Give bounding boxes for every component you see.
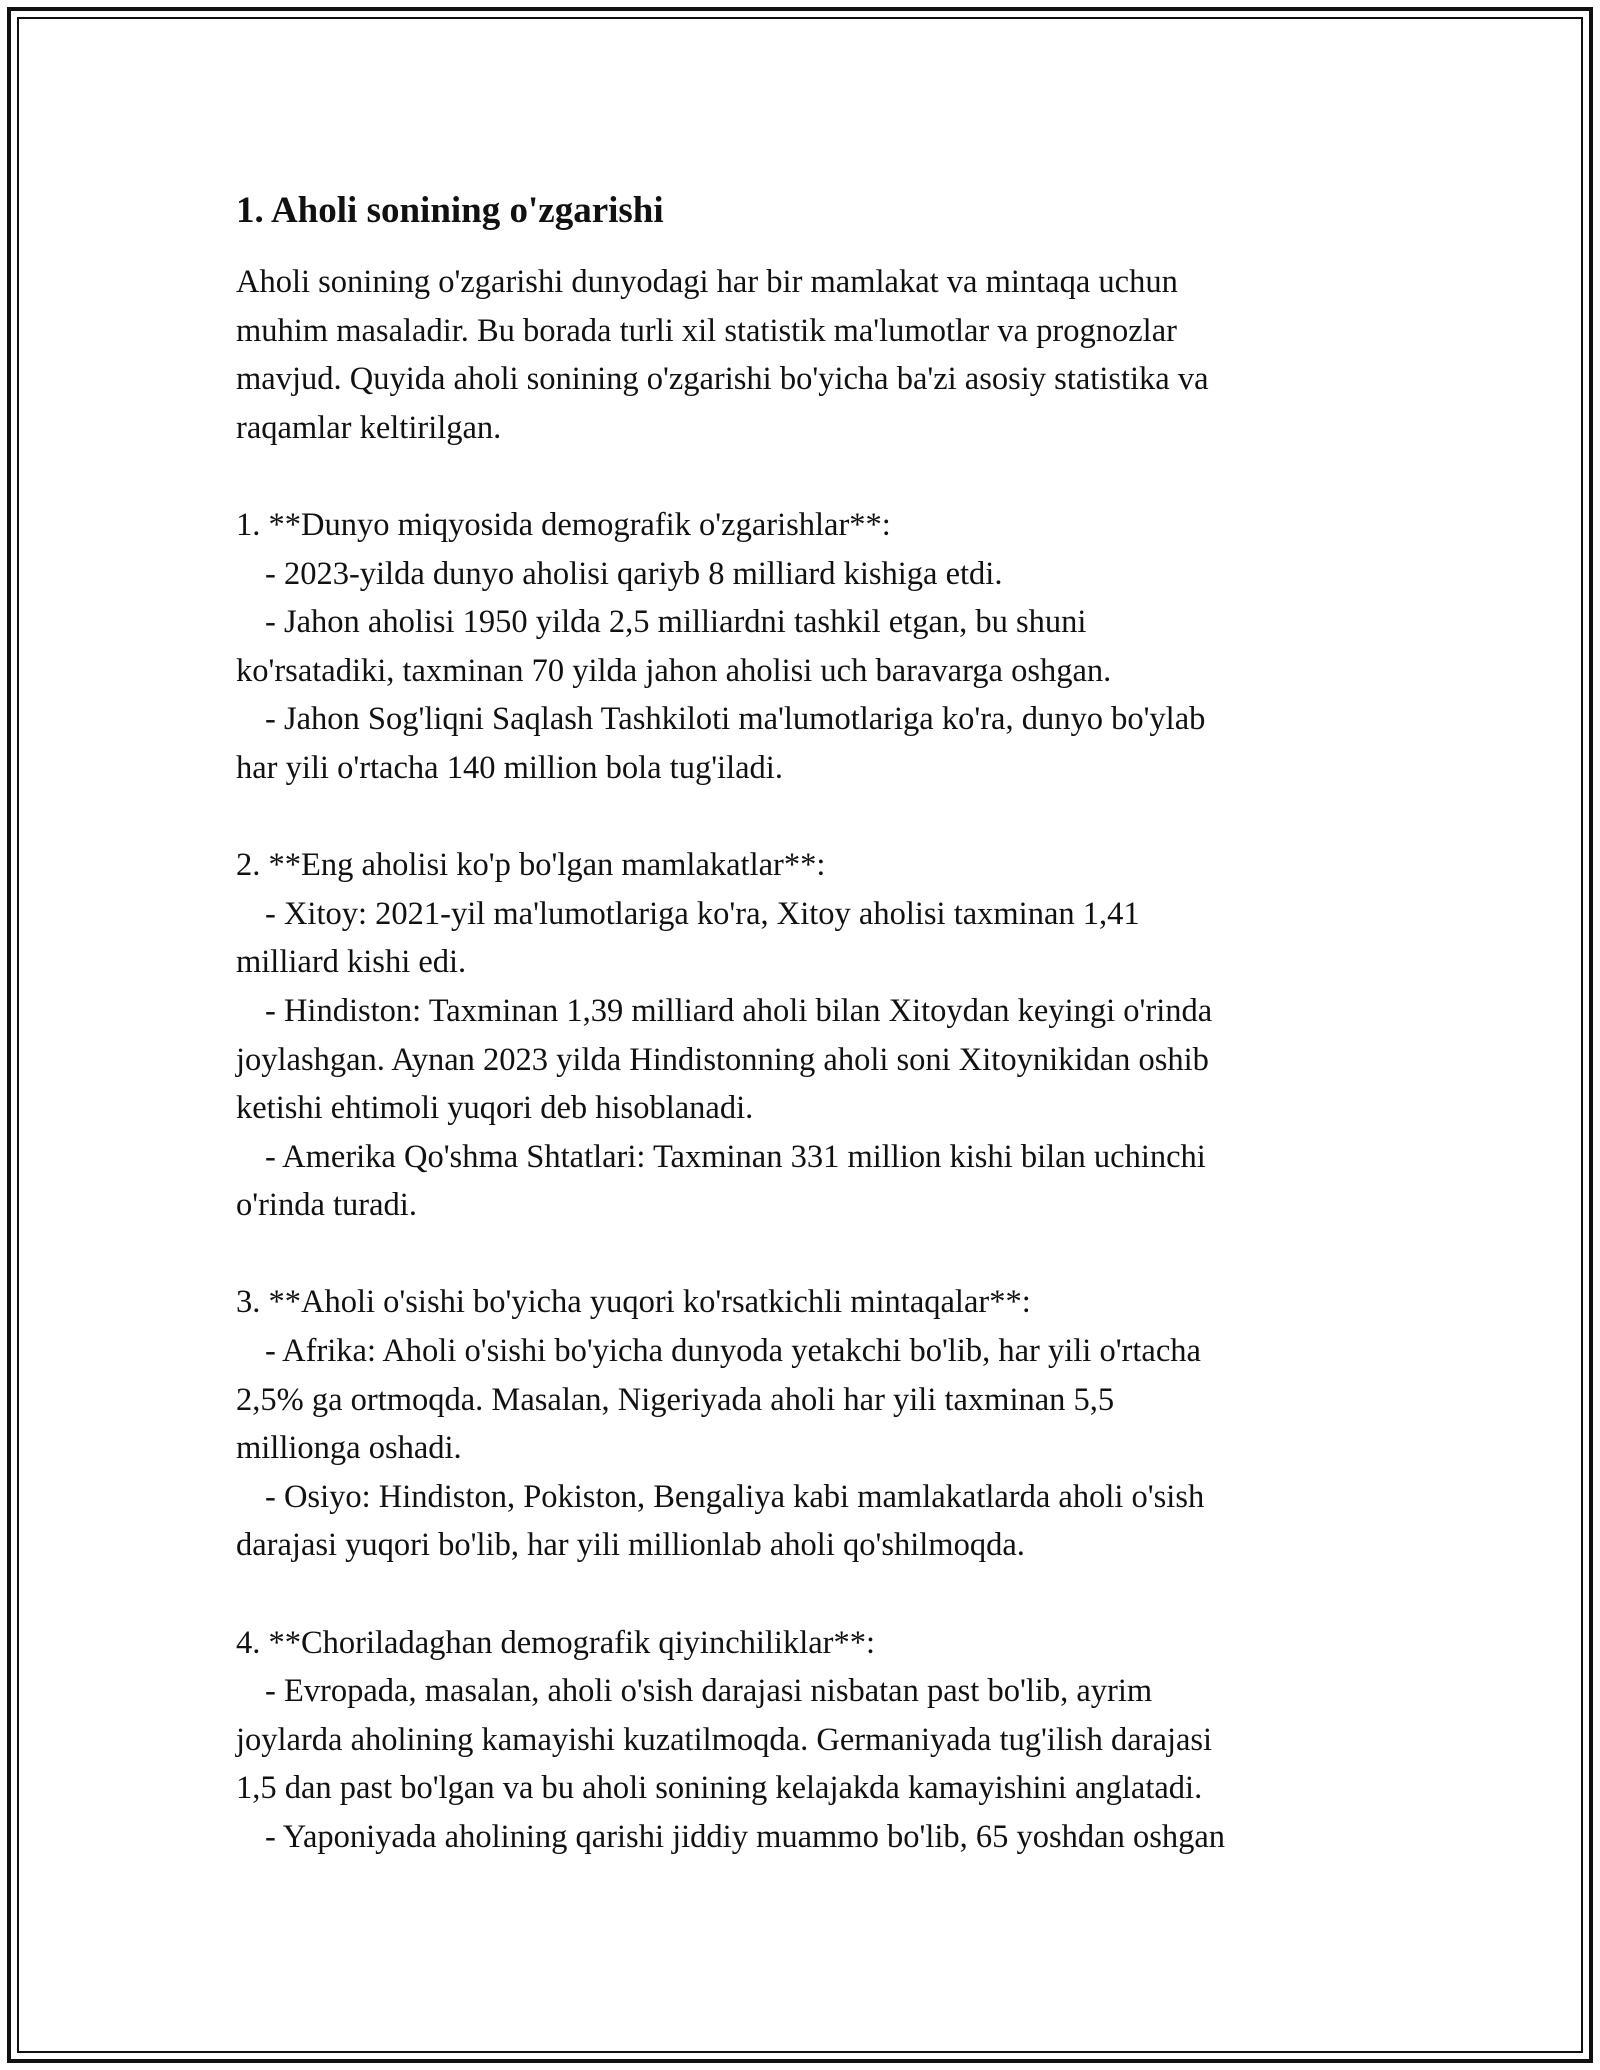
- intro-paragraph: [236, 258, 1366, 452]
- bullet-line: - Jahon aholisi 1950 yilda 2,5 milliardni tashkil etgan, bu shuni: [265, 604, 1087, 641]
- section-heading: 1. **Dunyo miqyosida demografik o'zgarishlar**:: [236, 506, 891, 543]
- continuation-line: har yili o'rtacha 140 million bola tug'iladi.: [236, 749, 783, 786]
- bullet-line: - 2023-yilda dunyo aholisi qariyb 8 milliard kishiga etdi.: [265, 555, 1003, 592]
- text-line: Aholi sonining o'zgarishi dunyodagi har bir mamlakat va mintaqa uchun: [236, 264, 1178, 300]
- bullet-line: - Xitoy: 2021-yil ma'lumotlariga ko'ra, Xitoy aholisi taxminan 1,41: [265, 895, 1140, 932]
- continuation-line: joylashgan. Aynan 2023 yilda Hindistonning aholi soni Xitoynikidan oshib: [236, 1041, 1209, 1078]
- paragraph-spacer: [236, 452, 1366, 501]
- bullet-line: - Evropada, masalan, aholi o'sish darajasi nisbatan past bo'lib, ayrim: [265, 1673, 1153, 1710]
- section-heading: 3. **Aholi o'sishi bo'yicha yuqori ko'rsatkichli mintaqalar**:: [236, 1284, 1031, 1321]
- continuation-line: 2,5% ga ortmoqda. Masalan, Nigeriyada aholi har yili taxminan 5,5: [236, 1381, 1115, 1418]
- continuation-line: 1,5 dan past bo'lgan va bu aholi sonining kelajakda kamayishini anglatadi.: [236, 1770, 1203, 1807]
- continuation-line: ko'rsatadiki, taxminan 70 yilda jahon aholisi uch baravarga oshgan.: [236, 652, 1112, 689]
- continuation-line: darajasi yuqori bo'lib, har yili millionlab aholi qo'shilmoqda.: [236, 1527, 1025, 1564]
- section-2: [236, 841, 1366, 1230]
- bullet-line: - Afrika: Aholi o'sishi bo'yicha dunyoda yetakchi bo'lib, har yili o'rtacha: [265, 1333, 1201, 1370]
- continuation-line: ketishi ehtimoli yuqori deb hisoblanadi.: [236, 1090, 754, 1127]
- text-line: muhim masaladir. Bu borada turli xil statistik ma'lumotlar va prognozlar: [236, 312, 1177, 349]
- paragraph-spacer: [236, 1230, 1366, 1279]
- section-heading: 2. **Eng aholisi ko'p bo'lgan mamlakatlar**:: [236, 847, 826, 884]
- section-3: [236, 1278, 1366, 1570]
- text-line: raqamlar keltirilgan.: [236, 409, 502, 446]
- bullet-line: - Jahon Sog'liqni Saqlash Tashkiloti ma'lumotlariga ko'ra, dunyo bo'ylab: [265, 701, 1206, 738]
- document-body: [236, 186, 1366, 1862]
- continuation-line: o'rinda turadi.: [236, 1187, 417, 1224]
- paragraph-spacer: [236, 1570, 1366, 1619]
- section-1: [236, 501, 1366, 793]
- bullet-line: - Yaponiyada aholining qarishi jiddiy muammo bo'lib, 65 yoshdan oshgan: [265, 1819, 1226, 1855]
- continuation-line: joylarda aholining kamayishi kuzatilmoqda. Germaniyada tug'ilish darajasi: [236, 1721, 1213, 1758]
- bullet-line: - Osiyo: Hindiston, Pokiston, Bengaliya kabi mamlakatlarda aholi o'sish: [265, 1478, 1205, 1515]
- bullet-line: - Hindiston: Taxminan 1,39 milliard aholi bilan Xitoydan keyingi o'rinda: [265, 992, 1213, 1029]
- section-heading: 4. **Choriladaghan demografik qiyinchiliklar**:: [236, 1624, 876, 1661]
- bullet-line: - Amerika Qo'shma Shtatlari: Taxminan 331 million kishi bilan uchinchi: [265, 1138, 1206, 1175]
- section-4: [236, 1619, 1366, 1862]
- text-line: mavjud. Quyida aholi sonining o'zgarishi bo'yicha ba'zi asosiy statistika va: [236, 361, 1209, 398]
- document-title: 1. Aholi sonining o'zgarishi: [236, 190, 664, 231]
- continuation-line: milliard kishi edi.: [236, 944, 467, 981]
- paragraph-spacer: [236, 793, 1366, 842]
- document-text: [236, 258, 1366, 1862]
- continuation-line: millionga oshadi.: [236, 1430, 462, 1467]
